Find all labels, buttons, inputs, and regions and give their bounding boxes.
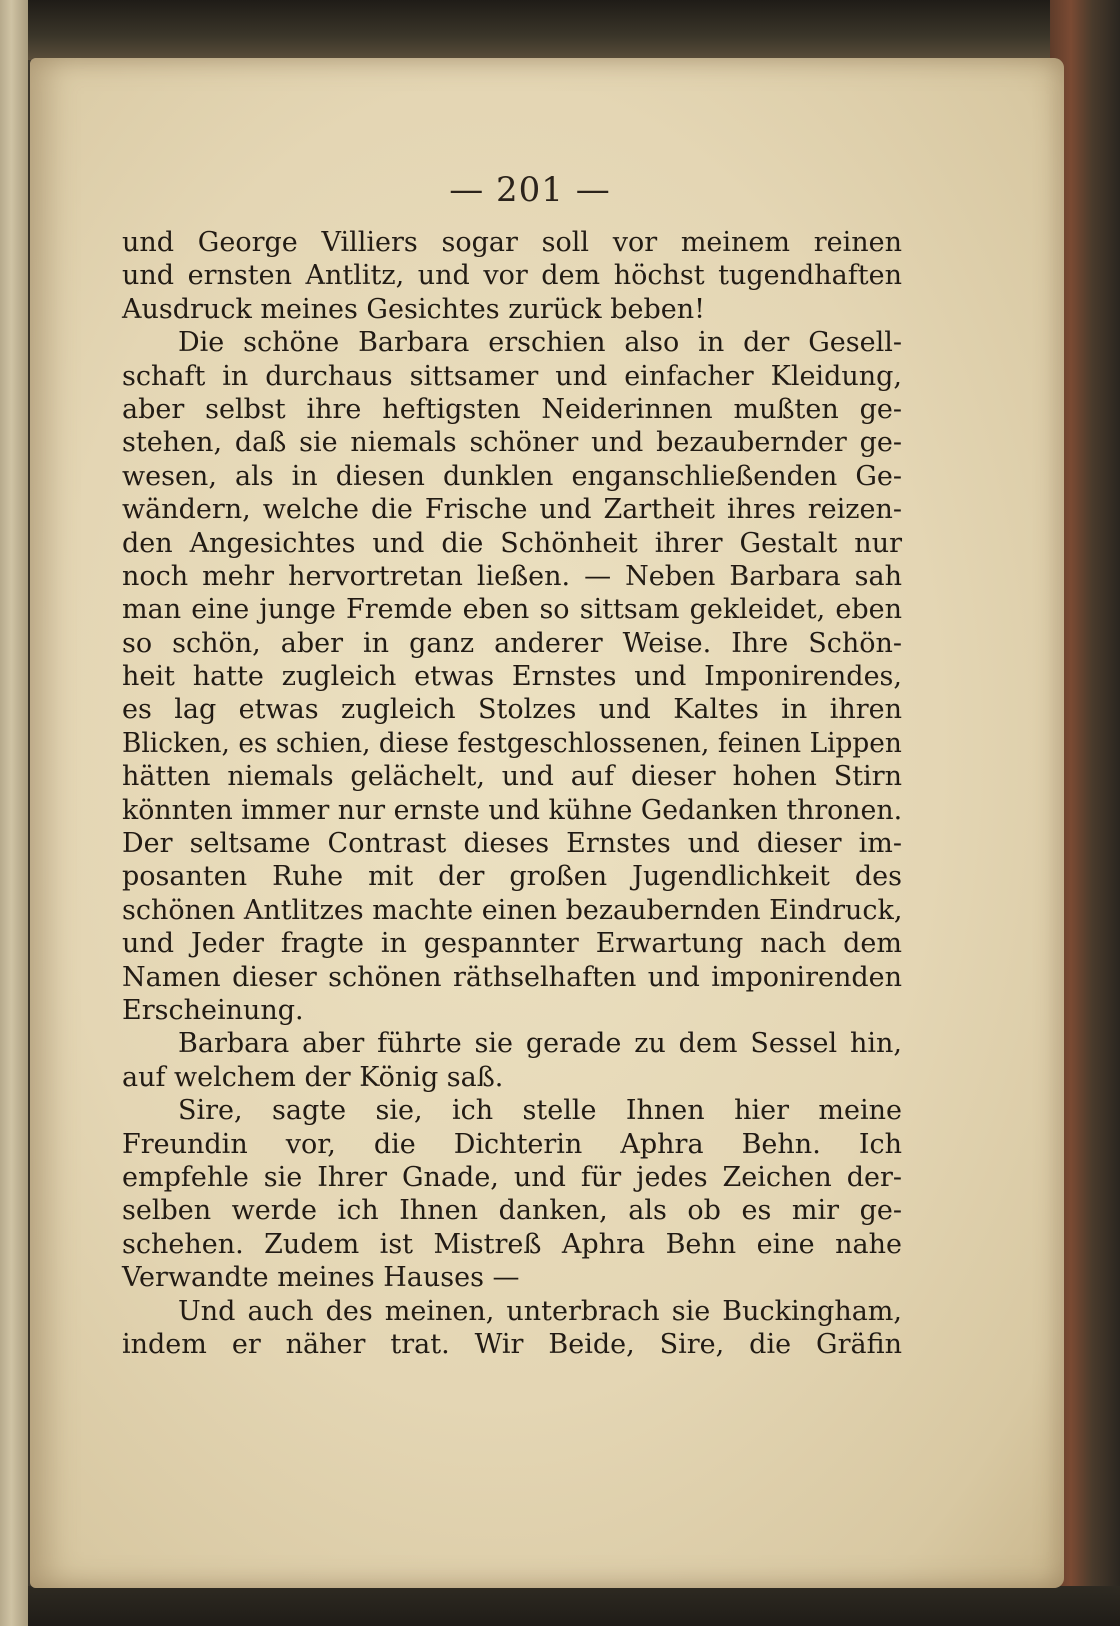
text-line: aber selbst ihre heftigsten Neiderinnen mußten ge- <box>122 393 902 425</box>
book-cover-bottom-edge <box>0 1586 1120 1626</box>
text-line: und Jeder fragte in gespannter Erwartung nach dem <box>122 928 902 960</box>
text-line: stehen, daß sie niemals schöner und bezaubernder ge- <box>122 427 902 459</box>
text-line: Blicken, es schien, diese festgeschlossenen, feinen Lippen <box>122 727 902 759</box>
text-line: hätten niemals gelächelt, und auf dieser hohen Stirn <box>122 761 902 793</box>
text-line: noch mehr hervortretan ließen. — Neben Barbara sah <box>122 560 902 592</box>
book-spine-edge <box>0 0 28 1626</box>
text-line: Barbara aber führte sie gerade zu dem Sessel hin, <box>178 1028 902 1060</box>
text-line: schaft in durchaus sittsamer und einfacher Kleidung, <box>122 360 902 392</box>
text-line: und ernsten Antlitz, und vor dem höchst tugendhaften <box>122 260 902 292</box>
text-line: schehen. Zudem ist Mistreß Aphra Behn eine nahe <box>122 1228 902 1260</box>
text-line: Und auch des meinen, unterbrach sie Buckingham, <box>178 1295 902 1327</box>
book-cover-top-edge <box>0 0 1120 60</box>
book-page <box>30 58 1064 1588</box>
text-line: wesen, als in diesen dunklen enganschließenden Ge- <box>122 460 902 492</box>
text-line: auf welchem der König saß. <box>122 1061 504 1093</box>
text-line: Freundin vor, die Dichterin Aphra Behn. Ich <box>122 1128 902 1160</box>
text-line: könnten immer nur ernste und kühne Gedanken thronen. <box>122 794 903 826</box>
text-line: wändern, welche die Frische und Zartheit ihres reizen- <box>122 494 902 526</box>
text-line: so schön, aber in ganz anderer Weise. Ihre Schön- <box>122 627 902 659</box>
text-line: Verwandte meines Hauses — <box>122 1262 520 1294</box>
text-line: selben werde ich Ihnen danken, als ob es mir ge- <box>122 1195 902 1227</box>
page-number: — 201 — <box>449 170 611 210</box>
text-line: empfehle sie Ihrer Gnade, und für jedes Zeichen der- <box>122 1161 902 1193</box>
text-line: Erscheinung. <box>122 994 304 1026</box>
text-line: und George Villiers sogar soll vor meinem reinen <box>122 227 902 258</box>
text-line: posanten Ruhe mit der großen Jugendlichkeit des <box>122 861 902 893</box>
text-line: den Angesichtes und die Schönheit ihrer Gestalt nur <box>122 527 902 559</box>
text-line: Die schöne Barbara erschien also in der Gesell- <box>178 327 902 359</box>
text-line: man eine junge Fremde eben so sittsam gekleidet, eben <box>122 594 902 626</box>
text-line: Ausdruck meines Gesichtes zurück beben! <box>122 293 705 325</box>
text-line: Der seltsame Contrast dieses Ernstes und dieser im- <box>122 828 902 860</box>
text-line: schönen Antlitzes machte einen bezaubernden Eindruck, <box>122 894 903 926</box>
text-line: heit hatte zugleich etwas Ernstes und Imponirendes, <box>122 661 902 693</box>
text-line: es lag etwas zugleich Stolzes und Kaltes in ihren <box>122 694 902 726</box>
text-line: Namen dieser schönen räthselhaften und imponirenden <box>122 961 902 993</box>
text-line: indem er näher trat. Wir Beide, Sire, die Gräfin <box>122 1328 902 1360</box>
body-text <box>122 226 902 1361</box>
text-line: Sire, sagte sie, ich stelle Ihnen hier meine <box>178 1095 902 1127</box>
